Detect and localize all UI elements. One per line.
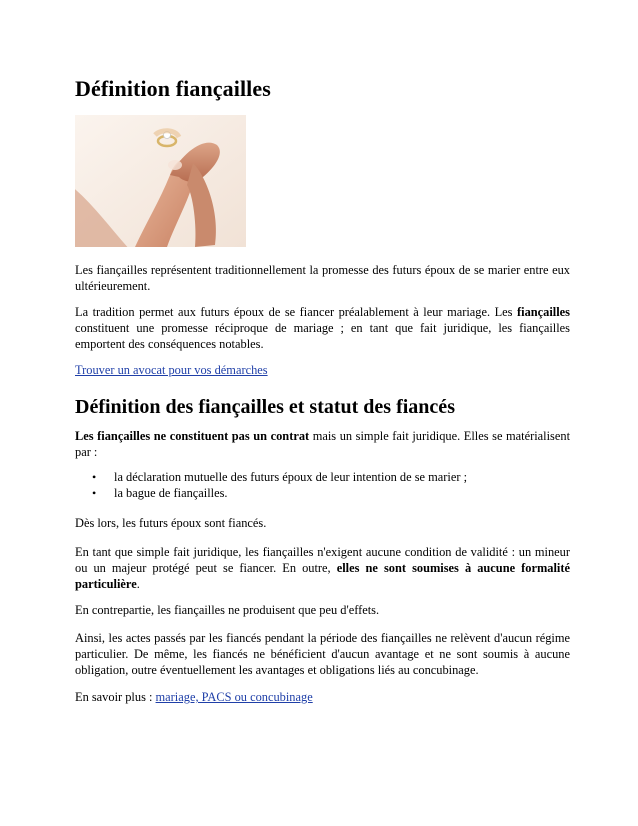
list-item: • la déclaration mutuelle des futurs époux de leur intention de se marier ; [75,469,570,485]
cta-paragraph [75,362,570,378]
section-text-5: Ainsi, les actes passés par les fiancés pendant la période des fiançailles ne relèvent d'aucun régime particulier. De même, les fiancés ne bénéficient d'aucun avantage et ne sont soumis à aucune obligation, outre éventuellement les avantages et obligations liés au concubinage. [75,631,570,677]
learn-more-label: En savoir plus : [75,690,156,704]
section-text-3a: En tant que simple fait juridique, les fiançailles n'exigent aucune condition de validité : un mineur ou un majeur protégé peut se fiancer. En outre, [75,545,570,575]
section-text-2: Dès lors, les futurs époux sont fiancés. [75,516,267,530]
bullet-list [75,469,570,501]
intro-paragraph-2 [75,304,570,352]
intro-text-2c: constituent une promesse réciproque de mariage ; en tant que fait juridique, les fiançailles emportent des conséquences notables. [75,321,570,351]
intro-text-2a: La tradition permet aux futurs époux de se fiancer préalablement à leur mariage. Les [75,305,517,319]
section-title: Définition des fiançailles et statut des fiancés [75,396,455,418]
section-paragraph-2 [75,515,570,531]
page-title: Définition fiançailles [75,76,271,101]
section-paragraph-4 [75,602,570,618]
section-paragraph-1 [75,428,570,460]
section-paragraph-3 [75,544,570,592]
section-text-3-bold: elles ne sont soumises à aucune formalité particulière [75,561,570,591]
engagement-ring-photo [75,115,246,247]
intro-text-1: Les fiançailles représentent traditionnellement la promesse des futurs époux de se marier entre eux ultérieurement. [75,263,570,293]
section-paragraph-5 [75,630,570,678]
section-paragraph-6 [75,689,570,705]
find-lawyer-link[interactable]: Trouver un avocat pour vos démarches [75,363,268,377]
intro-paragraph-1 [75,262,570,294]
section-text-4: En contrepartie, les fiançailles ne produisent que peu d'effets. [75,603,380,617]
list-item: • la bague de fiançailles. [75,485,570,501]
intro-text-2-bold: fiançailles [517,305,570,319]
learn-more-link[interactable]: mariage, PACS ou concubinage [155,690,313,704]
section-text-1-rest: mais un simple fait juridique. Elles se matérialisent par : [75,429,571,459]
section-text-3c: . [136,577,140,591]
section-text-1-bold: Les fiançailles ne constituent pas un contrat [75,429,310,443]
